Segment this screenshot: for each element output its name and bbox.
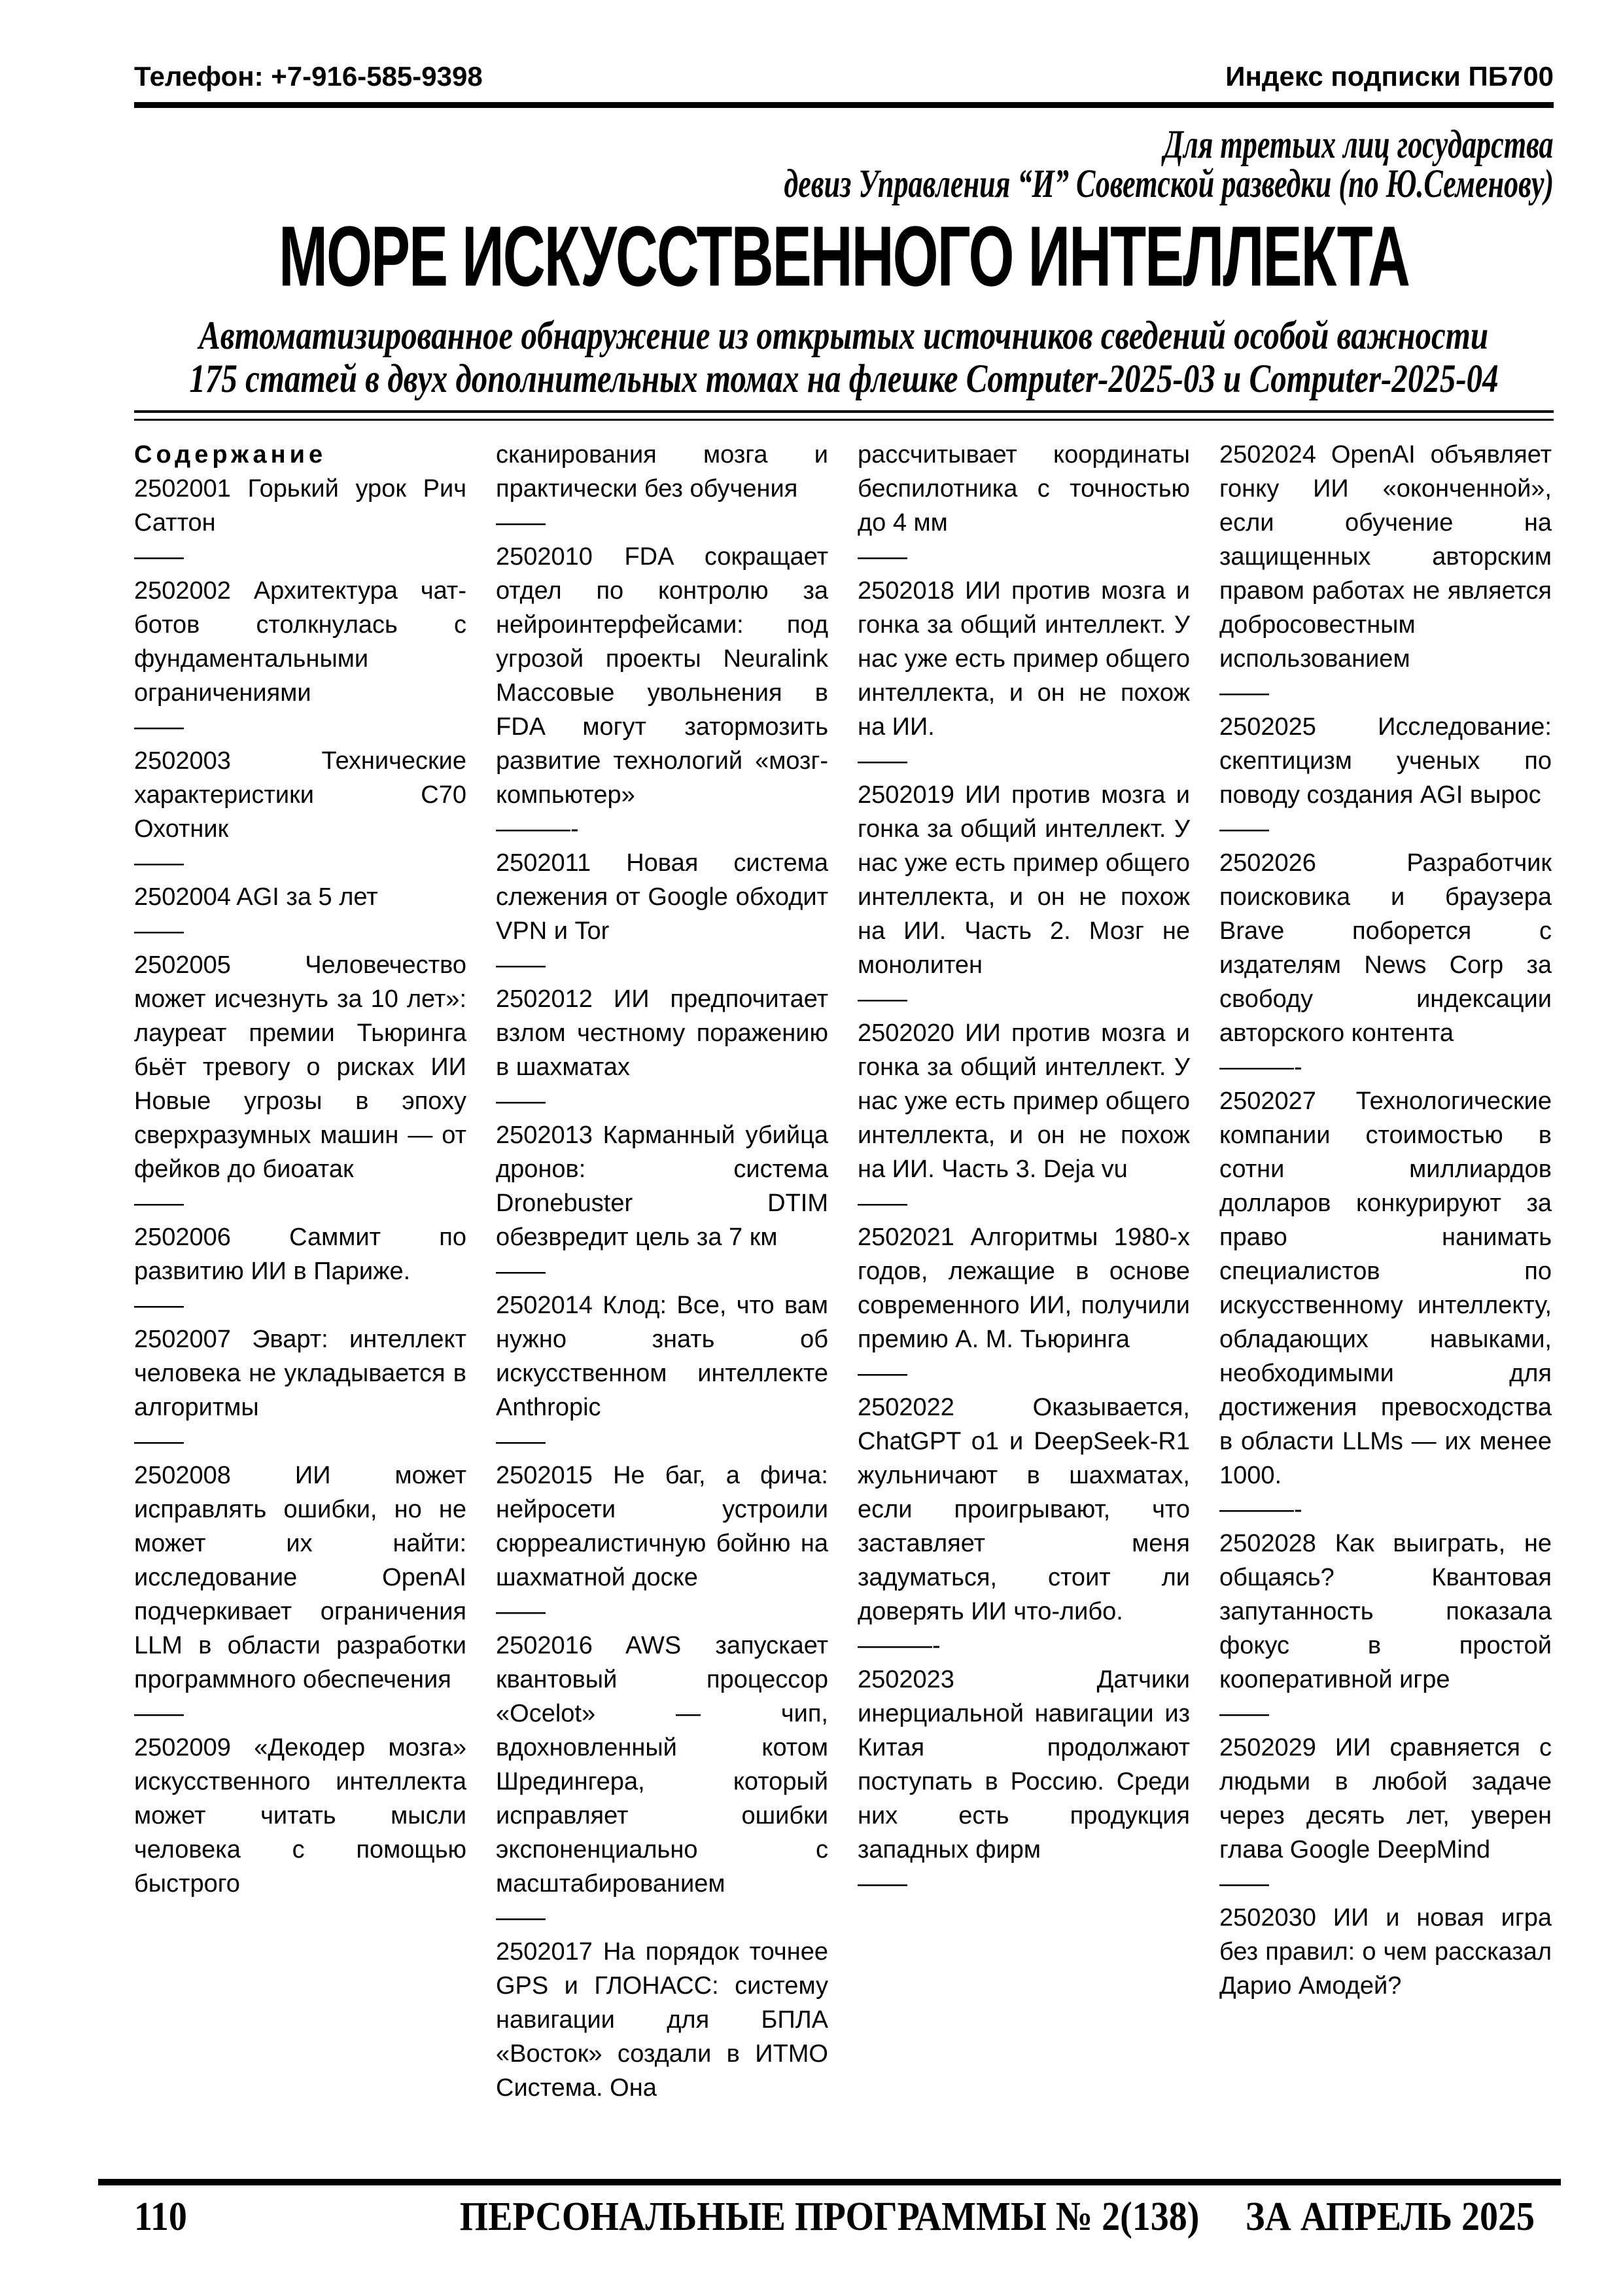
epigraph [134,122,1554,206]
toc-column-1 [134,438,466,2134]
toc-entry: 2502024 OpenAI объявляет гонку ИИ «оконченной», если обучение на защищенных авторским правом работах не является добросовестным использованием [1219,441,1552,673]
subtitle-line-1: Автоматизированное обнаружение из открытых источников сведений особой важности [199,313,1489,358]
toc-entry: 2502020 ИИ против мозга и гонка за общий интеллект. У нас уже есть пример общего интеллекта, и он не похож на ИИ. Часть 3. Deja vu [858,1019,1190,1183]
epigraph-line-2: девиз Управления “И” Советской разведки (по Ю.Семенову) [784,162,1554,206]
toc-separator: —— [134,1700,184,1727]
toc-entry: 2502023 Датчики инерциальной навигации из Китая продолжают поступать в Россию. Среди них есть продукция западных фирм [858,1666,1190,1863]
toc-separator: ———- [858,1632,941,1659]
toc-entry: 2502005 Человечество может исчезнуть за 10 лет»: лауреат премии Тьюринга бьёт тревогу о рисках ИИ Новые угрозы в эпоху сверхразумных машин — от фейков до биоатак [134,951,466,1183]
toc-entry: 2502003 Технические характеристики С70 Охотник [134,747,466,843]
toc-entry: 2502029 ИИ сравняется с людьми в любой задаче через десять лет, уверен глава Google DeepMind [1219,1734,1552,1863]
toc-separator: —— [496,1258,546,1285]
toc-entry: 2502016 AWS запускает квантовый процессор «Ocelot» — чип, вдохновленный котом Шредингера, который исправляет ошибки экспоненциально с масштабированием [496,1632,828,1898]
toc-separator: —— [858,1190,907,1217]
toc-entry: сканирования мозга и практически без обучения [496,441,828,503]
toc-entry: 2502015 Не баг, а фича: нейросети устроили сюрреалистичную бойню на шахматной доске [496,1462,828,1591]
toc-separator: —— [134,713,184,741]
toc-entry: 2502028 Как выиграть, не общаясь? Квантовая запутанность показала фокус в простой кооперативной игре [1219,1530,1552,1693]
toc-separator: —— [858,1360,907,1387]
footer-row [98,2193,1561,2240]
toc-entry: 2502011 Новая система слежения от Google обходит VPN и Tor [496,849,828,945]
page-number: 110 [134,2194,187,2240]
toc-entry: 2502017 На порядок точнее GPS и ГЛОНАСС: систему навигации для БПЛА «Восток» создали в ИТМО Система. Она [496,1938,828,2102]
toc-entry: 2502012 ИИ предпочитает взлом честному поражению в шахматах [496,985,828,1081]
epigraph-line-1: Для третьих лиц государства [1164,122,1554,167]
toc-entry: 2502008 ИИ может исправлять ошибки, но не может их найти: исследование OpenAI подчеркивает ограничения LLM в области разработки программного обеспечения [134,1462,466,1693]
toc-separator: —— [1219,815,1269,843]
toc-separator: ———- [496,815,579,843]
toc-entry: 2502014 Клод: Все, что вам нужно знать об искусственном интеллекте Anthropic [496,1292,828,1421]
toc-entry: 2502007 Эварт: интеллект человека не укладывается в алгоритмы [134,1326,466,1421]
toc-separator: —— [1219,679,1269,707]
toc-separator: ———- [1219,1496,1302,1523]
header-rule [134,102,1554,108]
toc-entry: 2502019 ИИ против мозга и гонка за общий интеллект. У нас уже есть пример общего интеллекта, и он не похож на ИИ. Часть 2. Мозг не монолитен [858,781,1190,979]
toc-separator: —— [496,1087,546,1115]
toc-entry: 2502009 «Декодер мозга» искусственного интеллекта может читать мысли человека с помощью быстрого [134,1734,466,1898]
toc-separator: —— [1219,1700,1269,1727]
columns-top-rule [134,410,1554,421]
toc-separator: —— [134,543,184,571]
toc-heading: Содержание [134,441,327,468]
toc-separator: —— [496,509,546,537]
toc-entry: 2502025 Исследование: скептицизм ученых по поводу создания AGI вырос [1219,713,1552,809]
page-header [134,60,1554,93]
toc-separator: —— [134,1190,184,1217]
issue-period: ЗА АПРЕЛЬ 2025 [1245,2194,1535,2240]
footer-rule [98,2179,1561,2185]
toc-separator: —— [858,1870,907,1898]
toc-entry: 2502030 ИИ и новая игра без правил: о чем рассказал Дарио Амодей? [1219,1904,1552,2000]
toc-separator: —— [134,1428,184,1455]
toc-entry: 2502026 Разработчик поисковика и браузера Brave поборется с издателям News Corp за свободу индексации авторского контента [1219,849,1552,1047]
toc-entry: 2502013 Карманный убийца дронов: система Dronebuster DTIM обезвредит цель за 7 км [496,1122,828,1251]
toc-separator: —— [496,951,546,979]
toc-entry: рассчитывает координаты беспилотника с точностью до 4 мм [858,441,1190,537]
page-footer [98,2179,1561,2240]
toc-separator: —— [496,1428,546,1455]
toc-separator: —— [858,985,907,1013]
toc-entry: 2502027 Технологические компании стоимостью в сотни миллиардов долларов конкурируют за право нанимать специалистов по искусственному интеллекту, обладающих навыками, необходимыми для достижения превосходства в области LLMs — их менее 1000. [1219,1087,1552,1489]
toc-columns [134,438,1554,2134]
toc-separator: —— [858,747,907,775]
toc-separator: —— [496,1904,546,1932]
phone-number: Телефон: +7-916-585-9398 [134,61,483,92]
toc-entry: 2502021 Алгоритмы 1980-х годов, лежащие в основе современного ИИ, получили премию А. М. Тьюринга [858,1224,1190,1353]
toc-entry: 2502018 ИИ против мозга и гонка за общий интеллект. У нас уже есть пример общего интеллекта, и он не похож на ИИ. [858,577,1190,741]
toc-column-3 [858,438,1190,2134]
toc-entry: 2502002 Архитектура чат-ботов столкнулась с фундаментальными ограничениями [134,577,466,707]
toc-column-4 [1219,438,1552,2134]
toc-separator: —— [496,1598,546,1625]
title-row [134,209,1554,312]
toc-separator: —— [1219,1870,1269,1898]
journal-title: ПЕРСОНАЛЬНЫЕ ПРОГРАММЫ № 2(138) [459,2194,1200,2240]
toc-entry: 2502004 AGI за 5 лет [134,883,378,911]
toc-separator: —— [134,1292,184,1319]
subtitle-line-2: 175 статей в двух дополнительных томах на флешке Computer-2025-03 и Computer-2025-04 [189,356,1499,401]
page-title: МОРЕ ИСКУССТВЕННОГО ИНТЕЛЛЕКТА [279,209,1409,305]
toc-entry: 2502022 Оказывается, ChatGPT o1 и DeepSeek-R1 жульничают в шахматах, если проигрывают, что заставляет меня задуматься, стоит ли доверять ИИ что-либо. [858,1394,1190,1625]
subscription-index: Индекс подписки ПБ700 [1225,61,1554,92]
toc-column-2 [496,438,828,2134]
toc-separator: —— [858,543,907,571]
toc-entry: 2502010 FDA сокращает отдел по контролю за нейроинтерфейсами: под угрозой проекты Neuralink Массовые увольнения в FDA могут затормозить развитие технологий «мозг-компьютер» [496,543,828,809]
toc-entry: 2502006 Саммит по развитию ИИ в Париже. [134,1224,466,1285]
toc-entry: 2502001 Горький урок Рич Саттон [134,475,466,537]
toc-separator: —— [134,917,184,945]
subtitle [134,312,1554,401]
toc-separator: —— [134,849,184,877]
toc-separator: ———- [1219,1053,1302,1081]
